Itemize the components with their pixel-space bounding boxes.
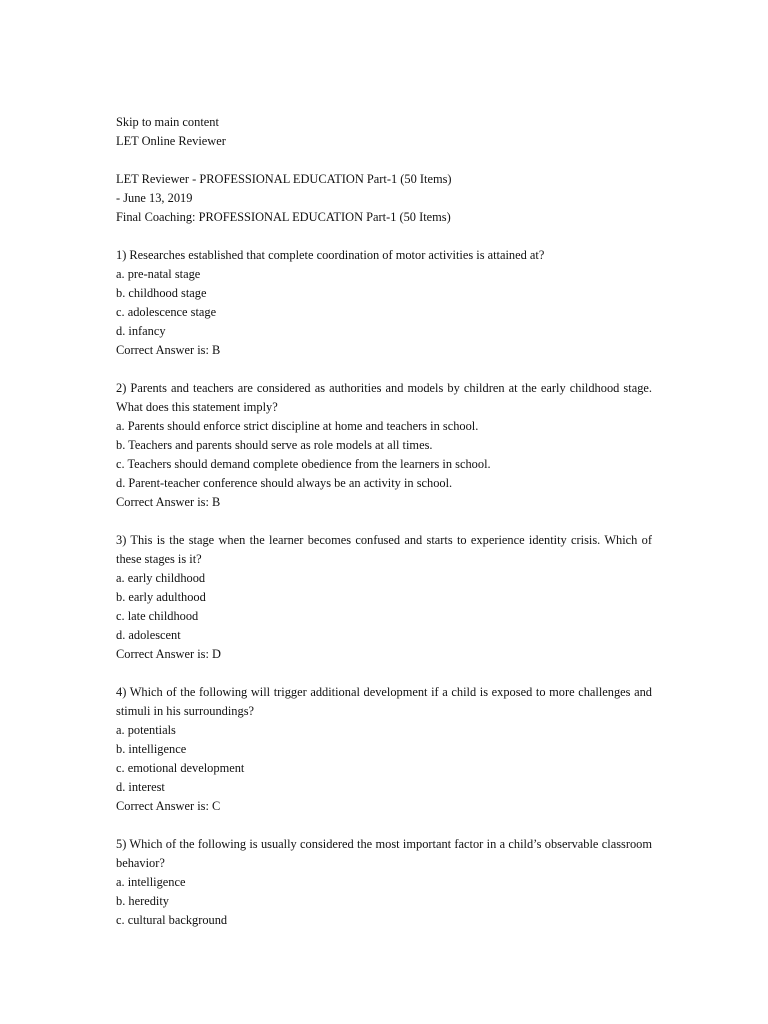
- answer-option: c. adolescence stage: [116, 305, 217, 319]
- answer-option: b. intelligence: [116, 742, 187, 756]
- answer-option: c. Teachers should demand complete obedience from the learners in school.: [116, 457, 491, 471]
- document-page: [116, 113, 652, 930]
- question-item: [116, 683, 652, 816]
- answer-option: c. emotional development: [116, 761, 245, 775]
- question-list: [116, 246, 652, 930]
- answer-option: b. childhood stage: [116, 286, 207, 300]
- answer-option: c. cultural background: [116, 913, 228, 927]
- correct-answer: Correct Answer is: B: [116, 343, 221, 357]
- page-subtitle: Final Coaching: PROFESSIONAL EDUCATION Part-1 (50 Items): [116, 210, 451, 224]
- answer-option: d. Parent-teacher conference should always be an activity in school.: [116, 476, 453, 490]
- question-item: [116, 246, 652, 360]
- answer-option: b. early adulthood: [116, 590, 206, 604]
- question-text: 1) Researches established that complete coordination of motor activities is attained at?: [116, 248, 545, 262]
- answer-option: b. Teachers and parents should serve as role models at all times.: [116, 438, 433, 452]
- spacer: [116, 151, 652, 170]
- answer-option: b. heredity: [116, 894, 169, 908]
- answer-option: d. interest: [116, 780, 165, 794]
- correct-answer: Correct Answer is: D: [116, 647, 221, 661]
- question-item: [116, 379, 652, 512]
- correct-answer: Correct Answer is: B: [116, 495, 221, 509]
- correct-answer: Correct Answer is: C: [116, 799, 221, 813]
- answer-option: a. intelligence: [116, 875, 186, 889]
- answer-option: a. Parents should enforce strict discipline at home and teachers in school.: [116, 419, 479, 433]
- question-item: [116, 531, 652, 664]
- spacer: [116, 227, 652, 246]
- question-text: 2) Parents and teachers are considered as authorities and models by children at the early childhood stage. What does this statement imply?: [116, 381, 652, 414]
- answer-option: c. late childhood: [116, 609, 199, 623]
- question-text: 3) This is the stage when the learner becomes confused and starts to experience identity crisis. Which of these stages is it?: [116, 533, 652, 566]
- question-text: 5) Which of the following is usually considered the most important factor in a child’s observable classroom behavior?: [116, 837, 652, 870]
- answer-option: a. potentials: [116, 723, 176, 737]
- question-item: [116, 835, 652, 930]
- answer-option: d. adolescent: [116, 628, 181, 642]
- answer-option: d. infancy: [116, 324, 166, 338]
- page-title: LET Reviewer - PROFESSIONAL EDUCATION Part-1 (50 Items): [116, 172, 452, 186]
- question-text: 4) Which of the following will trigger additional development if a child is exposed to more challenges and stimuli in his surroundings?: [116, 685, 652, 718]
- skip-to-main-content-link[interactable]: Skip to main content: [116, 115, 219, 129]
- post-date: - June 13, 2019: [116, 191, 193, 205]
- answer-option: a. pre-natal stage: [116, 267, 201, 281]
- site-name[interactable]: LET Online Reviewer: [116, 134, 226, 148]
- answer-option: a. early childhood: [116, 571, 206, 585]
